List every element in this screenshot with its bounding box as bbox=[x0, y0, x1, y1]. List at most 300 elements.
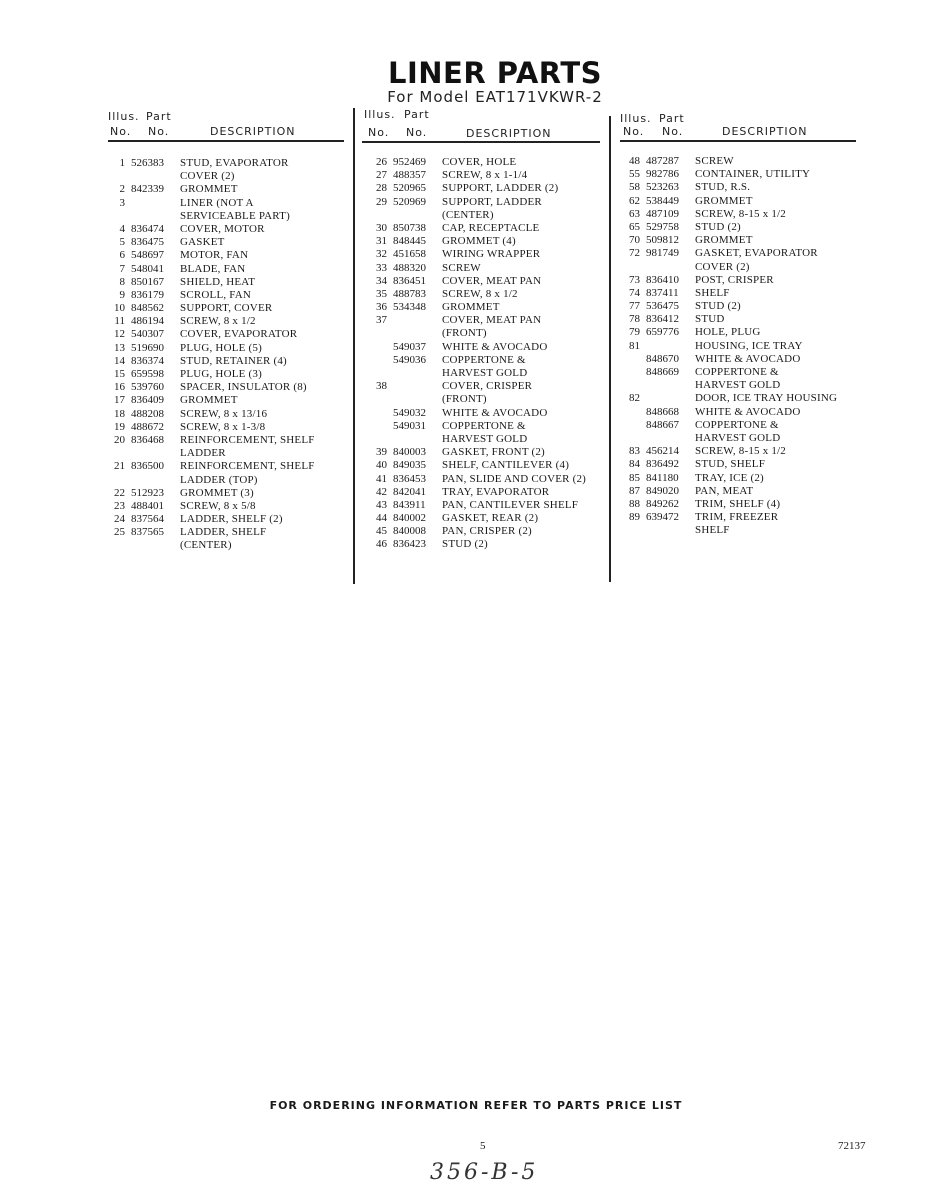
part-description: SERVICEABLE PART) bbox=[180, 209, 290, 222]
header-rule bbox=[108, 140, 344, 142]
illus-number: 72 bbox=[629, 247, 640, 260]
parts-row bbox=[363, 538, 608, 551]
part-description: WHITE & AVOCADO bbox=[442, 340, 548, 353]
header-illus: Illus. bbox=[620, 112, 652, 125]
part-description: COVER (2) bbox=[695, 260, 750, 273]
parts-row bbox=[101, 289, 351, 302]
part-number: 837411 bbox=[646, 286, 679, 299]
part-number: 519690 bbox=[131, 341, 164, 354]
parts-row bbox=[101, 276, 351, 289]
part-description: LINER (NOT A bbox=[180, 196, 254, 209]
part-description: GROMMET (4) bbox=[442, 235, 516, 248]
part-number: 842339 bbox=[131, 183, 164, 196]
part-description: PLUG, HOLE (3) bbox=[180, 368, 262, 380]
part-description: HARVEST GOLD bbox=[442, 367, 528, 379]
parts-row bbox=[363, 433, 608, 446]
illus-number: 22 bbox=[114, 486, 125, 499]
part-number: 836410 bbox=[646, 273, 679, 286]
parts-row bbox=[616, 458, 861, 471]
part-description: WHITE & AVOCADO bbox=[695, 405, 801, 418]
parts-row bbox=[363, 248, 608, 261]
illus-number: 43 bbox=[376, 498, 387, 511]
header-rule bbox=[620, 140, 856, 142]
part-description: SCREW, 8-15 x 1/2 bbox=[695, 445, 787, 458]
part-number: 836179 bbox=[131, 288, 164, 301]
parts-row bbox=[363, 169, 608, 182]
illus-number: 6 bbox=[119, 249, 125, 262]
part-number: 639472 bbox=[646, 511, 679, 524]
part-description: TRIM, FREEZER bbox=[695, 511, 779, 524]
parts-row bbox=[101, 210, 351, 223]
illus-number: 5 bbox=[119, 236, 125, 249]
part-number: 840008 bbox=[393, 525, 426, 538]
part-number: 456214 bbox=[646, 445, 679, 458]
illus-number: 23 bbox=[114, 499, 125, 512]
parts-row bbox=[616, 155, 861, 168]
parts-row bbox=[616, 340, 861, 353]
part-number: 536475 bbox=[646, 300, 679, 313]
part-number: 952469 bbox=[393, 156, 426, 168]
part-description: STUD (2) bbox=[695, 300, 741, 313]
illus-number: 81 bbox=[629, 339, 640, 352]
illus-number: 25 bbox=[114, 526, 125, 539]
parts-row bbox=[616, 313, 861, 326]
illus-number: 20 bbox=[114, 433, 125, 446]
part-number: 836374 bbox=[131, 354, 164, 367]
parts-row bbox=[616, 366, 861, 379]
illus-number: 55 bbox=[629, 168, 640, 181]
header-description: DESCRIPTION bbox=[466, 127, 552, 140]
part-description: PAN, CRISPER (2) bbox=[442, 525, 532, 538]
part-description: SCREW, 8 x 1-3/8 bbox=[180, 420, 266, 433]
parts-row bbox=[616, 168, 861, 181]
illus-number: 58 bbox=[629, 181, 640, 194]
parts-row bbox=[101, 513, 351, 526]
parts-row bbox=[101, 197, 351, 210]
parts-row bbox=[363, 407, 608, 420]
illus-number: 39 bbox=[376, 446, 387, 459]
parts-row bbox=[363, 420, 608, 433]
column-divider bbox=[609, 116, 611, 582]
part-number: 526383 bbox=[131, 157, 164, 169]
part-number: 836468 bbox=[131, 433, 164, 446]
illus-number: 62 bbox=[629, 194, 640, 207]
part-number: 451658 bbox=[393, 248, 426, 261]
parts-row bbox=[616, 472, 861, 485]
illus-number: 32 bbox=[376, 248, 387, 261]
part-number: 488783 bbox=[393, 287, 426, 300]
part-number: 487109 bbox=[646, 207, 679, 220]
part-description: SCREW, 8 x 1/2 bbox=[180, 315, 256, 328]
part-number: 836453 bbox=[393, 472, 426, 485]
illus-number: 26 bbox=[376, 156, 387, 168]
part-description: GROMMET bbox=[180, 183, 238, 196]
illus-number: 35 bbox=[376, 287, 387, 300]
parts-row bbox=[363, 314, 608, 327]
part-description: STUD, SHELF bbox=[695, 458, 766, 471]
parts-row bbox=[101, 328, 351, 341]
part-description: (CENTER) bbox=[180, 539, 232, 552]
illus-number: 1 bbox=[119, 157, 125, 169]
part-number: 850738 bbox=[393, 221, 426, 234]
illus-number: 70 bbox=[629, 234, 640, 247]
parts-row bbox=[363, 327, 608, 340]
part-description: SCREW, 8 x 1/2 bbox=[442, 287, 518, 300]
illus-number: 33 bbox=[376, 261, 387, 274]
part-number: 849035 bbox=[393, 459, 426, 472]
parts-row bbox=[616, 445, 861, 458]
illus-number: 34 bbox=[376, 274, 387, 287]
part-number: 836451 bbox=[393, 274, 426, 287]
part-number: 836500 bbox=[131, 460, 164, 473]
part-description: GROMMET bbox=[695, 234, 753, 247]
part-description: STUD, EVAPORATOR bbox=[180, 157, 289, 169]
handwritten-note: 356-B-5 bbox=[430, 1160, 539, 1185]
part-description: COVER (2) bbox=[180, 170, 235, 183]
part-number: 841180 bbox=[646, 471, 679, 484]
part-number: 549037 bbox=[393, 340, 426, 353]
parts-row bbox=[363, 499, 608, 512]
illus-number: 27 bbox=[376, 169, 387, 182]
part-description: CONTAINER, UTILITY bbox=[695, 168, 811, 181]
part-description: COPPERTONE & bbox=[695, 366, 779, 378]
parts-row bbox=[101, 355, 351, 368]
document-code: 72137 bbox=[838, 1140, 866, 1152]
illus-number: 48 bbox=[629, 155, 640, 167]
part-description: PAN, SLIDE AND COVER (2) bbox=[442, 472, 587, 485]
part-description: LADDER (TOP) bbox=[180, 473, 258, 486]
header-part-no: No. bbox=[406, 126, 428, 139]
illus-number: 28 bbox=[376, 182, 387, 195]
parts-row bbox=[101, 170, 351, 183]
parts-row bbox=[101, 342, 351, 355]
parts-row bbox=[616, 406, 861, 419]
parts-row bbox=[363, 486, 608, 499]
parts-row bbox=[101, 421, 351, 434]
parts-row bbox=[616, 353, 861, 366]
illus-number: 78 bbox=[629, 313, 640, 326]
part-description: SHELF bbox=[695, 286, 730, 299]
illus-number: 24 bbox=[114, 513, 125, 526]
part-description: COVER, MOTOR bbox=[180, 222, 265, 235]
part-number: 848668 bbox=[646, 405, 679, 418]
part-number: 848562 bbox=[131, 302, 164, 315]
part-number: 488357 bbox=[393, 169, 426, 182]
part-number: 850167 bbox=[131, 275, 164, 288]
part-number: 848667 bbox=[646, 418, 679, 431]
part-number: 534348 bbox=[393, 301, 426, 314]
part-number: 836423 bbox=[393, 538, 426, 551]
illus-number: 63 bbox=[629, 207, 640, 220]
part-description: TRIM, SHELF (4) bbox=[695, 497, 781, 510]
part-description: WHITE & AVOCADO bbox=[695, 352, 801, 365]
part-number: 848445 bbox=[393, 235, 426, 248]
parts-row bbox=[363, 156, 608, 169]
part-description: COVER, MEAT PAN bbox=[442, 314, 542, 327]
illus-number: 4 bbox=[119, 222, 125, 235]
parts-row bbox=[616, 287, 861, 300]
part-number: 843911 bbox=[393, 498, 426, 511]
parts-row bbox=[616, 326, 861, 339]
parts-row bbox=[616, 511, 861, 524]
parts-row bbox=[101, 236, 351, 249]
part-description: SCREW, 8 x 5/8 bbox=[180, 499, 256, 512]
parts-row bbox=[363, 301, 608, 314]
parts-row bbox=[101, 526, 351, 539]
part-number: 836412 bbox=[646, 313, 679, 326]
parts-row bbox=[101, 223, 351, 236]
part-description: TRAY, EVAPORATOR bbox=[442, 485, 550, 498]
page-title: LINER PARTS bbox=[387, 56, 602, 90]
part-description: (FRONT) bbox=[442, 393, 487, 406]
part-description: GROMMET (3) bbox=[180, 486, 254, 499]
parts-row bbox=[101, 474, 351, 487]
part-number: 487287 bbox=[646, 155, 679, 167]
parts-row bbox=[363, 512, 608, 525]
illus-number: 2 bbox=[119, 183, 125, 196]
part-number: 488401 bbox=[131, 499, 164, 512]
part-number: 842041 bbox=[393, 485, 426, 498]
illus-number: 8 bbox=[119, 275, 125, 288]
parts-row bbox=[101, 157, 351, 170]
part-number: 840002 bbox=[393, 512, 426, 525]
part-description: REINFORCEMENT, SHELF bbox=[180, 460, 315, 473]
parts-row bbox=[363, 354, 608, 367]
part-number: 982786 bbox=[646, 168, 679, 181]
parts-row bbox=[101, 487, 351, 500]
model-subtitle: For Model EAT171VKWR-2 bbox=[387, 88, 603, 106]
illus-number: 87 bbox=[629, 484, 640, 497]
part-description: BLADE, FAN bbox=[180, 262, 246, 275]
parts-row bbox=[363, 393, 608, 406]
part-number: 520965 bbox=[393, 182, 426, 195]
parts-row bbox=[363, 380, 608, 393]
part-description: PAN, CANTILEVER SHELF bbox=[442, 498, 579, 511]
ordering-note: FOR ORDERING INFORMATION REFER TO PARTS PRICE LIST bbox=[269, 1099, 683, 1112]
illus-number: 36 bbox=[376, 301, 387, 314]
illus-number: 10 bbox=[114, 302, 125, 315]
part-number: 549031 bbox=[393, 419, 426, 432]
part-description: SCREW bbox=[442, 261, 481, 274]
illus-number: 84 bbox=[629, 458, 640, 471]
parts-row bbox=[616, 247, 861, 260]
illus-number: 88 bbox=[629, 497, 640, 510]
illus-number: 79 bbox=[629, 326, 640, 339]
parts-column-3 bbox=[616, 155, 861, 537]
part-description: GASKET, FRONT (2) bbox=[442, 446, 545, 459]
parts-row bbox=[616, 392, 861, 405]
parts-row bbox=[616, 524, 861, 537]
part-description: SCREW, 8 x 1-1/4 bbox=[442, 169, 528, 182]
header-illus: Illus. bbox=[108, 110, 140, 123]
column-divider bbox=[353, 108, 355, 584]
part-description: (CENTER) bbox=[442, 208, 494, 221]
part-description: LADDER, SHELF bbox=[180, 526, 267, 539]
illus-number: 85 bbox=[629, 471, 640, 484]
part-description: MOTOR, FAN bbox=[180, 249, 249, 262]
illus-number: 41 bbox=[376, 472, 387, 485]
part-description: HARVEST GOLD bbox=[695, 431, 781, 444]
part-description: WIRING WRAPPER bbox=[442, 248, 541, 261]
parts-row bbox=[101, 460, 351, 473]
part-number: 523263 bbox=[646, 181, 679, 194]
illus-number: 14 bbox=[114, 354, 125, 367]
part-description: STUD, R.S. bbox=[695, 181, 751, 194]
parts-row bbox=[616, 181, 861, 194]
part-description: COPPERTONE & bbox=[442, 419, 526, 432]
parts-row bbox=[363, 367, 608, 380]
header-part: Part bbox=[659, 112, 685, 125]
parts-row bbox=[616, 195, 861, 208]
header-no: No. bbox=[623, 125, 645, 138]
parts-row bbox=[616, 274, 861, 287]
part-description: PAN, MEAT bbox=[695, 484, 754, 497]
part-number: 538449 bbox=[646, 194, 679, 207]
illus-number: 11 bbox=[114, 315, 125, 328]
illus-number: 30 bbox=[376, 221, 387, 234]
parts-row bbox=[616, 419, 861, 432]
illus-number: 3 bbox=[119, 196, 125, 209]
part-description: STUD, RETAINER (4) bbox=[180, 354, 287, 367]
part-number: 836492 bbox=[646, 458, 679, 471]
parts-row bbox=[616, 261, 861, 274]
part-number: 837565 bbox=[131, 526, 164, 539]
parts-row bbox=[363, 288, 608, 301]
part-description: SHELF, CANTILEVER (4) bbox=[442, 459, 570, 472]
part-number: 488320 bbox=[393, 261, 426, 274]
header-no: No. bbox=[110, 125, 132, 138]
part-description: SCREW bbox=[695, 155, 734, 167]
illus-number: 31 bbox=[376, 235, 387, 248]
part-number: 548697 bbox=[131, 249, 164, 262]
illus-number: 89 bbox=[629, 511, 640, 524]
part-description: POST, CRISPER bbox=[695, 273, 774, 286]
illus-number: 74 bbox=[629, 286, 640, 299]
illus-number: 65 bbox=[629, 220, 640, 233]
illus-number: 38 bbox=[376, 380, 387, 393]
part-description: SCROLL, FAN bbox=[180, 288, 252, 301]
page-number: 5 bbox=[480, 1140, 486, 1152]
part-description: CAP, RECEPTACLE bbox=[442, 221, 540, 234]
parts-row bbox=[616, 221, 861, 234]
part-number: 981749 bbox=[646, 247, 679, 260]
part-description: SHIELD, HEAT bbox=[180, 275, 256, 288]
part-number: 848670 bbox=[646, 352, 679, 365]
parts-row bbox=[363, 196, 608, 209]
part-description: HARVEST GOLD bbox=[695, 379, 781, 392]
part-number: 836474 bbox=[131, 222, 164, 235]
parts-row bbox=[101, 408, 351, 421]
illus-number: 19 bbox=[114, 420, 125, 433]
parts-row bbox=[616, 208, 861, 221]
parts-row bbox=[101, 302, 351, 315]
parts-row bbox=[101, 183, 351, 196]
part-number: 849020 bbox=[646, 484, 679, 497]
part-description: HARVEST GOLD bbox=[442, 432, 528, 445]
parts-row bbox=[101, 263, 351, 276]
part-number: 659598 bbox=[131, 368, 164, 380]
parts-row bbox=[363, 235, 608, 248]
part-description: SUPPORT, LADDER (2) bbox=[442, 182, 559, 195]
part-description: (FRONT) bbox=[442, 327, 487, 340]
parts-row bbox=[101, 381, 351, 394]
part-number: 486194 bbox=[131, 315, 164, 328]
illus-number: 83 bbox=[629, 445, 640, 458]
part-description: GROMMET bbox=[180, 394, 238, 407]
part-number: 488208 bbox=[131, 407, 164, 420]
part-number: 848669 bbox=[646, 366, 679, 378]
header-part: Part bbox=[404, 108, 430, 121]
parts-row bbox=[363, 473, 608, 486]
parts-row bbox=[101, 394, 351, 407]
parts-row bbox=[616, 300, 861, 313]
illus-number: 73 bbox=[629, 273, 640, 286]
parts-row bbox=[363, 446, 608, 459]
parts-row bbox=[101, 315, 351, 328]
header-illus: Illus. bbox=[364, 108, 396, 121]
part-description: GASKET bbox=[180, 236, 225, 249]
illus-number: 21 bbox=[114, 460, 125, 473]
part-description: COPPERTONE & bbox=[695, 418, 779, 431]
header-no: No. bbox=[368, 126, 390, 139]
illus-number: 17 bbox=[114, 394, 125, 407]
part-number: 549036 bbox=[393, 353, 426, 366]
part-description: SUPPORT, COVER bbox=[180, 302, 273, 315]
part-description: STUD (2) bbox=[695, 220, 741, 233]
header-description: DESCRIPTION bbox=[210, 125, 296, 138]
illus-number: 12 bbox=[114, 328, 125, 341]
illus-number: 46 bbox=[376, 538, 387, 551]
part-number: 512923 bbox=[131, 486, 164, 499]
parts-row bbox=[363, 262, 608, 275]
part-description: TRAY, ICE (2) bbox=[695, 471, 764, 484]
part-description: WHITE & AVOCADO bbox=[442, 406, 548, 419]
part-number: 849262 bbox=[646, 497, 679, 510]
part-description: SCREW, 8 x 13/16 bbox=[180, 407, 268, 420]
part-description: HOUSING, ICE TRAY bbox=[695, 339, 803, 352]
part-description: GROMMET bbox=[442, 301, 500, 314]
parts-column-2 bbox=[363, 156, 608, 552]
parts-row bbox=[101, 539, 351, 552]
part-description: COPPERTONE & bbox=[442, 353, 526, 366]
parts-row bbox=[363, 341, 608, 354]
illus-number: 82 bbox=[629, 392, 640, 405]
parts-row bbox=[363, 222, 608, 235]
header-part: Part bbox=[146, 110, 172, 123]
part-number: 840003 bbox=[393, 446, 426, 459]
parts-row bbox=[616, 432, 861, 445]
illus-number: 40 bbox=[376, 459, 387, 472]
part-description: REINFORCEMENT, SHELF bbox=[180, 433, 315, 446]
illus-number: 77 bbox=[629, 300, 640, 313]
illus-number: 45 bbox=[376, 525, 387, 538]
part-description: LADDER bbox=[180, 447, 226, 460]
header-description: DESCRIPTION bbox=[722, 125, 808, 138]
part-number: 539760 bbox=[131, 381, 164, 394]
part-description: LADDER, SHELF (2) bbox=[180, 513, 283, 526]
part-description: SUPPORT, LADDER bbox=[442, 195, 542, 208]
illus-number: 42 bbox=[376, 485, 387, 498]
parts-row bbox=[363, 209, 608, 222]
part-number: 529758 bbox=[646, 220, 679, 233]
parts-row bbox=[363, 459, 608, 472]
part-description: SPACER, INSULATOR (8) bbox=[180, 381, 307, 394]
illus-number: 9 bbox=[119, 288, 125, 301]
part-number: 488672 bbox=[131, 420, 164, 433]
parts-row bbox=[616, 498, 861, 511]
parts-row bbox=[101, 434, 351, 447]
illus-number: 44 bbox=[376, 512, 387, 525]
